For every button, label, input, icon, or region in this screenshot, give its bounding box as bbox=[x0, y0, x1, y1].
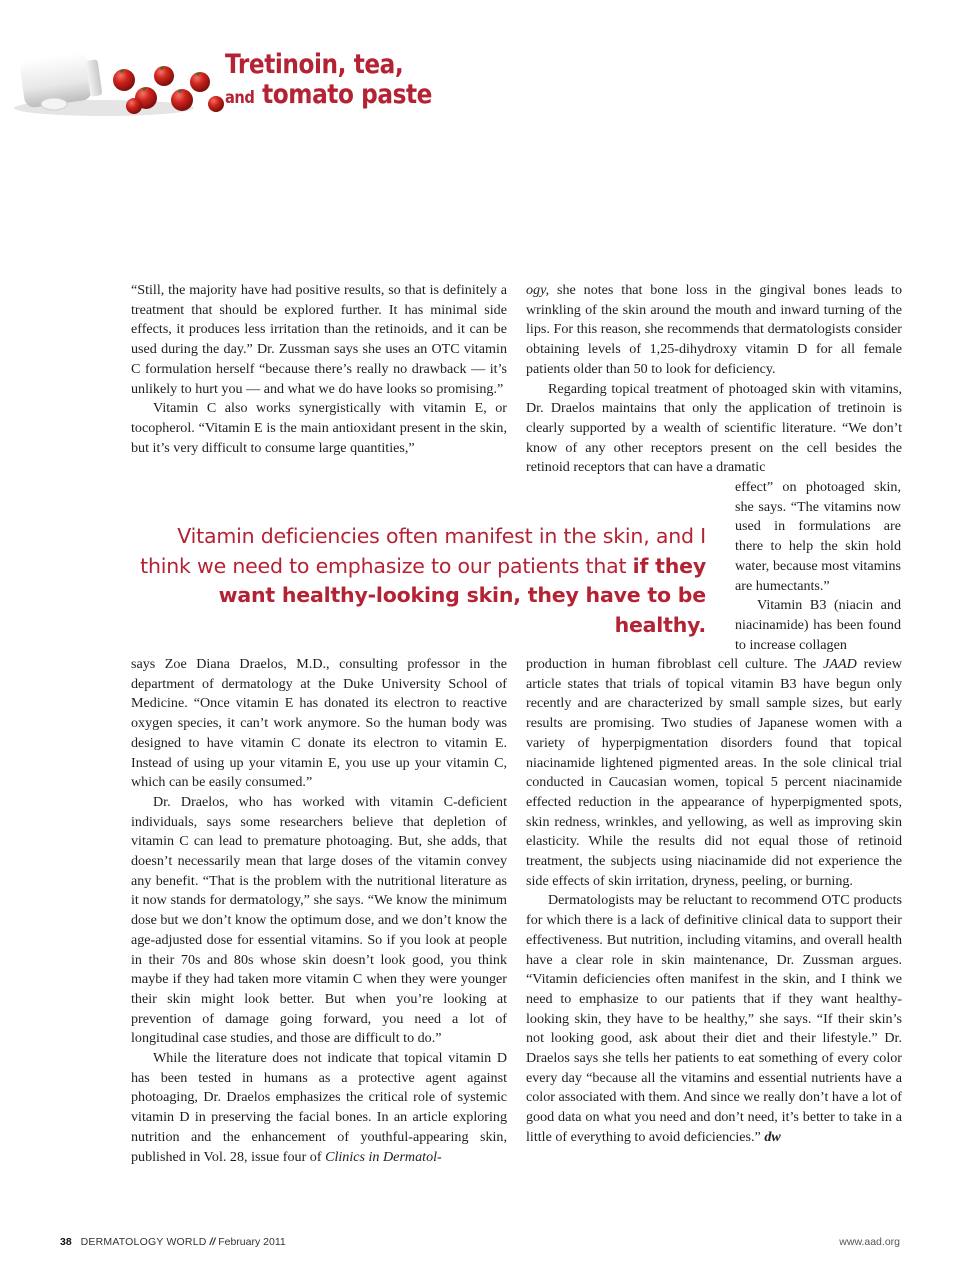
title-line-1: Tretinoin, tea, bbox=[225, 49, 404, 80]
page-number: 38 bbox=[60, 1236, 72, 1248]
footer-publication bbox=[60, 1236, 286, 1248]
journal-abbreviation: JAAD bbox=[823, 656, 857, 672]
body-paragraph: effect” on photoaged skin, she says. “The vitamins now used in formulations are there to help the skin hold water, because most vitamins are humectants.” bbox=[735, 479, 901, 594]
article-signoff: dw bbox=[764, 1128, 781, 1145]
pull-quote bbox=[135, 522, 706, 640]
title-line-2-prefix: and bbox=[225, 88, 255, 108]
pill-bottle-and-tomatoes-icon bbox=[14, 38, 226, 120]
column-2-bottom bbox=[526, 655, 902, 1148]
pull-quote-emphasis: if they want healthy-looking skin, they have to be healthy. bbox=[218, 553, 706, 637]
column-1-top bbox=[131, 281, 507, 458]
footer-separator: // bbox=[209, 1236, 216, 1248]
body-paragraph: Vitamin C also works synergistically with vitamin E, or tocopherol. “Vitamin E is the main antioxidant present in the skin, but it’s very difficult to consume large quantities,” bbox=[131, 400, 507, 456]
title-line-2-main: tomato paste bbox=[262, 79, 432, 110]
pull-quote-text: Vitamin deficiencies often manifest in the skin, and I think we need to emphasize to our patients that bbox=[140, 524, 706, 578]
body-paragraph bbox=[526, 655, 902, 891]
body-paragraph: Dr. Draelos, who has worked with vitamin C-deficient individuals, says some researchers believe that depletion of vitamin C can lead to premature photoaging. But, she adds, that doesn’t necessarily mean that large doses of the vitamin convey any benefit. “That is the problem with the nutritional literature as it now stands for dermatology,” she says. “We know the minimum dose but we don’t know the optimum dose, and we don’t know the age-adjusted dose for essential vitamins. So if you look at people in their 70s and 80s whose skin doesn’t look good, you think maybe if they had taken more vitamin C when they were younger their skin might look better. But when you’re looking at prevention of damage going forward, you need a lot of longitudinal case studies, and those are difficult to do.” bbox=[131, 793, 507, 1047]
body-paragraph: “Still, the majority have had positive results, so that is definitely a treatment that should be explored further. It has minimal side effects, it produces less irritation than the retinoids, and it can be used during the day.” Dr. Zussman says she uses an OTC vitamin C formulation herself “because there’s really no drawback — it’s unlikely to hurt you — and what we do have looks so promising.” bbox=[131, 282, 507, 397]
article-title bbox=[225, 50, 466, 113]
body-paragraph bbox=[131, 1049, 507, 1167]
body-paragraph bbox=[526, 281, 902, 380]
body-paragraph: Regarding topical treatment of photoaged skin with vitamins, Dr. Draelos maintains that only the application of tretinoin is clearly supported by a wealth of scientific literature. “We don’t know of any other receptors present on the cell besides the retinoid receptors that can have a dramatic bbox=[526, 380, 902, 476]
body-paragraph: says Zoe Diana Draelos, M.D., consulting professor in the department of dermatology at the Duke University School of Medicine. “Once vitamin E has donated its electron to reactive oxygen species, it can’t work anymore. So the human body was designed to have vitamin C donate its electron to vitamin E. Instead of using up your vitamin E, you use up your vitamin C, which can be easily consumed.” bbox=[131, 656, 507, 791]
column-1-bottom bbox=[131, 655, 507, 1167]
publication-name: DERMATOLOGY WORLD bbox=[80, 1236, 207, 1248]
journal-title: Clinics in Dermatol- bbox=[325, 1148, 442, 1165]
body-paragraph bbox=[526, 891, 902, 1147]
body-text: production in human fibroblast cell culture. The bbox=[526, 656, 824, 672]
body-text: review article states that trials of topical vitamin B3 have begun only recently and are characterized by small sample sizes, but early results are promising. Two studies of Japanese women with a variety of hyperpigmentation disorders found that topical niacinamide lightened pigmented areas. In the sole clinical trial conducted in Caucasian women, topical 5 percent niacinamide effected reduction in the appearance of hyperpigmented spots, skin redness, wrinkles, and yellowing, as well as improving skin elasticity. While the results did not equal those of retinoid treatment, the subjects using niacinamide did not experience the side effects of skin irritation, dryness, peeling, or burning. bbox=[526, 656, 902, 889]
column-2-top bbox=[526, 281, 902, 478]
title-line-2 bbox=[225, 80, 432, 113]
body-text: Dermatologists may be reluctant to recommend OTC products for which there is a lack of definitive clinical data to support their effectiveness. But nutrition, including vitamins, and overall health have a clear role in skin maintenance, Dr. Zussman argues. “Vitamin deficiencies often manifest in the skin, and I think we need to emphasize to our patients that if they want healthy-looking skin, they have to be healthy,” she says. “If their skin’s not looking good, ask about their diet and their lifestyle.” Dr. Draelos says she tells her patients to eat something of every color every day “because all the vitamins and essential nutrients have a color associated with them. And since we really don’t have a lot of good data on what you need and don’t need, it’s better to take in a little of everything to avoid deficiencies.” bbox=[526, 892, 902, 1145]
footer-url[interactable]: www.aad.org bbox=[839, 1236, 900, 1248]
body-paragraph: Vitamin B3 (niacin and niacinamide) has been found to increase collagen bbox=[735, 597, 901, 653]
body-text: she notes that bone loss in the gingival bones leads to wrinkling of the skin around the mouth and inward turning of the lips. For this reason, she recommends that dermatologists consider obtaining levels of 1,25-dihydroxy vitamin D for all female patients older than 50 to look for deficiency. bbox=[526, 282, 902, 377]
body-text: While the literature does not indicate that topical vitamin D has been tested in humans as a protective agent against photoaging, Dr. Draelos emphasizes the critical role of systemic vitamin D in preserving the facial bones. In an article exploring nutrition and the enhancement of youthful-appearing skin, published in Vol. 28, issue four of bbox=[131, 1050, 507, 1165]
column-2-narrow bbox=[735, 478, 901, 655]
journal-title-continued: ogy, bbox=[526, 282, 550, 298]
issue-date: February 2011 bbox=[218, 1236, 286, 1248]
